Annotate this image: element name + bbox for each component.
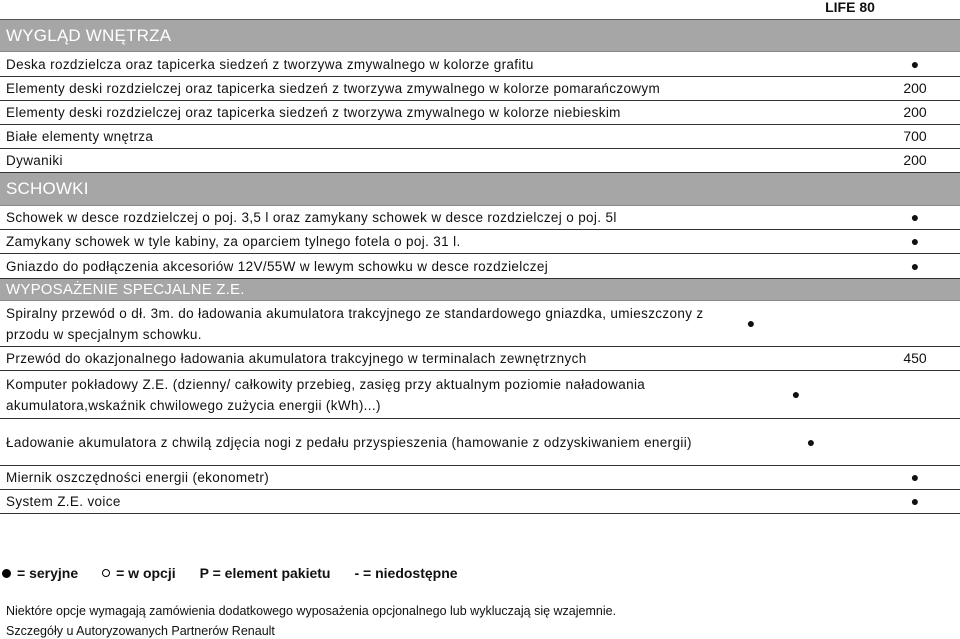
table-row xyxy=(0,101,960,125)
row-label: Gniazdo do podłączenia akcesoriów 12V/55W w lewym schowku w desce rozdzielczej xyxy=(6,258,549,274)
row-value: 200 xyxy=(903,152,927,168)
section-header-storage: SCHOWKI xyxy=(0,173,960,206)
row-value: 200 xyxy=(903,80,927,96)
legend-pack xyxy=(200,565,331,581)
row-value: ● xyxy=(910,493,920,509)
section-header-interior: WYGLĄD WNĘTRZA xyxy=(0,20,960,52)
row-label: Spiralny przewód o dł. 3m. do ładowania akumulatora trakcyjnego ze standardowego gniazdka, umieszczony z przodu w specjalnym schowku. xyxy=(6,305,704,342)
table-row xyxy=(0,206,960,230)
row-label: Zamykany schowek w tyle kabiny, za oparciem tylnego fotela o poj. 31 l. xyxy=(6,234,461,249)
row-label: Elementy deski rozdzielczej oraz tapicerka siedzeń z tworzywa zmywalnego w kolorze pomarańczowym xyxy=(6,81,661,96)
row-label: Ładowanie akumulatora z chwilą zdjęcia nogi z pedału przyspieszenia (hamowanie z odzyskiwaniem energii) xyxy=(6,434,692,450)
footnote-dealers: Szczegóły u Autoryzowanych Partnerów Renault xyxy=(6,624,275,638)
row-label: Miernik oszczędności energii (ekonometr) xyxy=(6,470,270,485)
table-row xyxy=(0,230,960,254)
row-label: System Z.E. voice xyxy=(6,494,121,509)
legend-standard xyxy=(2,565,78,581)
table-row xyxy=(0,490,960,514)
legend-pack-label: P = element pakietu xyxy=(199,565,331,581)
legend xyxy=(2,565,458,581)
row-value: ● xyxy=(910,55,920,72)
legend-standard-label: = seryjne xyxy=(17,565,79,581)
hollow-dot-icon xyxy=(102,569,110,577)
table-row xyxy=(0,149,960,173)
legend-option xyxy=(102,565,176,581)
row-label: Komputer pokładowy Z.E. (dzienny/ całkowity przebieg, zasięg przy aktualnym poziomie naładowania akumulatora,wskaźnik chwilowego zużycia energii (kWh)...) xyxy=(6,376,646,413)
filled-dot-icon xyxy=(2,569,11,578)
row-label: Przewód do okazjonalnego ładowania akumulatora trakcyjnego w terminalach zewnętrznych xyxy=(6,351,587,366)
table-row xyxy=(0,347,960,371)
row-value: ● xyxy=(910,233,920,249)
row-value: 700 xyxy=(903,128,927,144)
row-label: Białe elementy wnętrza xyxy=(6,129,154,144)
table-row xyxy=(0,125,960,149)
equipment-table xyxy=(0,20,960,514)
table-row xyxy=(0,466,960,490)
row-label: Deska rozdzielcza oraz tapicerka siedzeń z tworzywa zmywalnego w kolorze grafitu xyxy=(6,56,534,72)
table-row xyxy=(0,52,960,77)
row-value: ● xyxy=(791,386,801,402)
row-value: 450 xyxy=(903,350,927,366)
model-column-header: LIFE 80 xyxy=(825,0,875,15)
row-value: ● xyxy=(910,469,920,485)
legend-na-label: - = niedostępne xyxy=(354,565,458,581)
row-value: ● xyxy=(746,315,756,331)
row-label: Schowek w desce rozdzielczej o poj. 3,5 l oraz zamykany schowek w desce rozdzielczej o poj. 5l xyxy=(6,210,617,225)
row-value: ● xyxy=(806,433,816,450)
table-row xyxy=(0,301,960,347)
row-label: Elementy deski rozdzielczej oraz tapicerka siedzeń z tworzywa zmywalnego w kolorze niebieskim xyxy=(6,105,621,120)
row-value: ● xyxy=(910,257,920,274)
row-value: 200 xyxy=(903,104,927,120)
section-header-special-equipment: WYPOSAŻENIE SPECJALNE Z.E. xyxy=(0,279,960,301)
legend-na xyxy=(354,565,457,581)
table-row xyxy=(0,371,960,419)
legend-option-label: = w opcji xyxy=(116,565,176,581)
table-row xyxy=(0,419,960,466)
table-row xyxy=(0,254,960,279)
row-label: Dywaniki xyxy=(6,153,63,168)
row-value: ● xyxy=(910,209,920,225)
table-row xyxy=(0,77,960,101)
footnote-options: Niektóre opcje wymagają zamówienia dodatkowego wyposażenia opcjonalnego lub wykluczają się wzajemnie. xyxy=(6,604,617,618)
